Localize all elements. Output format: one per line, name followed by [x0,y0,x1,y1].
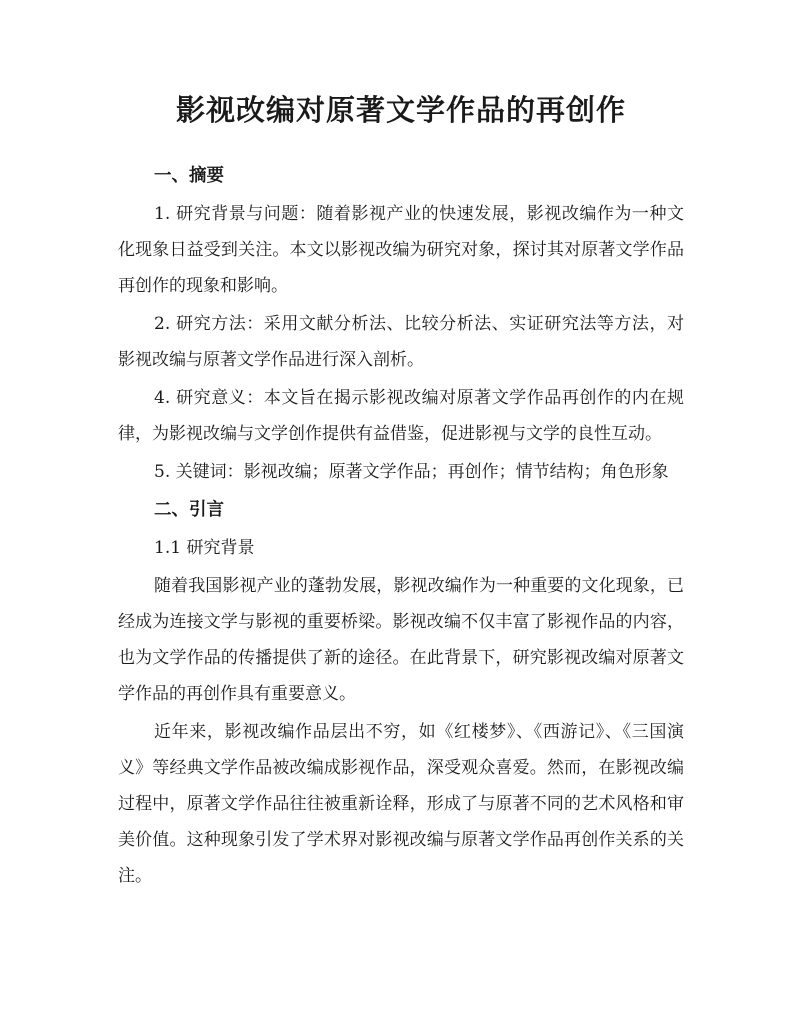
document-page [118,88,684,896]
intro-paragraph: 随着我国影视产业的蓬勃发展，影视改编作为一种重要的文化现象，已经成为连接文学与影视的重要桥梁。影视改编不仅丰富了影视作品的内容，也为文学作品的传播提供了新的途径。在此背景下，研究影视改编对原著文学作品的再创作具有重要意义。 [118,576,684,704]
abstract-item-methods: 2. 研究方法：采用文献分析法、比较分析法、实证研究法等方法，对影视改编与原著文学作品进行深入剖析。 [118,314,684,370]
abstract-item-significance: 4. 研究意义：本文旨在揭示影视改编对原著文学作品再创作的内在规律，为影视改编与文学创作提供有益借鉴，促进影视与文学的良性互动。 [118,388,684,444]
section-heading-abstract: 一、摘要 [154,166,224,186]
document-title: 影视改编对原著文学作品的再创作 [175,93,626,127]
section-heading-intro: 二、引言 [154,500,224,520]
subheading-research-background: 1.1 研究背景 [154,538,255,558]
intro-paragraph: 近年来，影视改编作品层出不穷，如《红楼梦》、《西游记》、《三国演义》等经典文学作品被改编成影视作品，深受观众喜爱。然而，在影视改编过程中，原著文学作品往往被重新诠释，形成了与原著不同的艺术风格和审美价值。这种现象引发了学术界对影视改编与原著文学作品再创作关系的关注。 [118,722,684,886]
abstract-item-background: 1. 研究背景与问题：随着影视产业的快速发展，影视改编作为一种文化现象日益受到关注。本文以影视改编为研究对象，探讨其对原著文学作品再创作的现象和影响。 [118,204,684,296]
abstract-item-keywords: 5. 关键词：影视改编；原著文学作品；再创作；情节结构；角色形象 [154,462,669,482]
